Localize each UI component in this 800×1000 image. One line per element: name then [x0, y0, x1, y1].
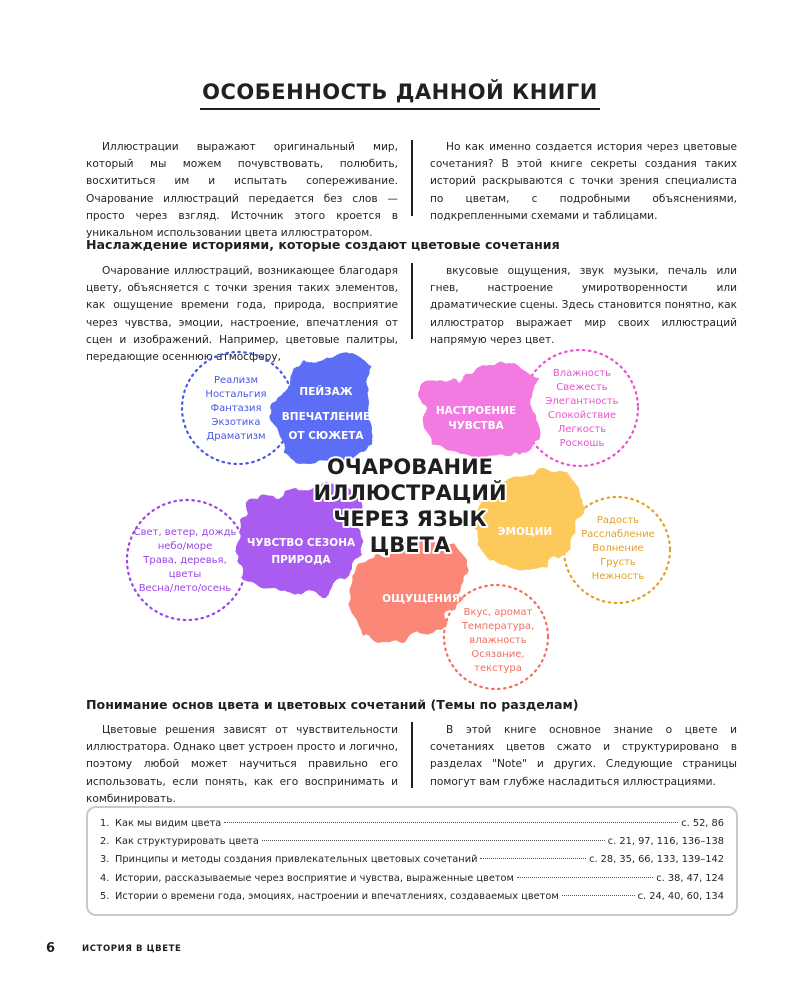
sensations-word: текстура	[474, 663, 522, 674]
season-word: Трава, деревья,	[143, 555, 227, 566]
emotions-word: Радость	[596, 515, 640, 526]
center-title-line-4: ЦВЕТА	[369, 533, 451, 557]
color-story-diagram	[0, 345, 800, 690]
page-title: ОСОБЕННОСТЬ ДАННОЙ КНИГИ	[200, 80, 600, 110]
dot-leader	[224, 822, 678, 823]
sensations-word: Температура,	[461, 621, 535, 632]
intro-left-text: Иллюстрации выражают оригинальный мир, который мы можем почувствовать, полюбить, восхититься им и испытать сопереживание. Очарование иллюстраций передается без слов — просто через взгляд. Источник этого кроется в уникальном использовании цвета иллюстратором.	[86, 141, 398, 240]
landscape-label-3: ОТ СЮЖЕТА	[288, 430, 364, 442]
mood-bubble-text	[545, 368, 618, 449]
center-title-line-2: ИЛЛЮСТРАЦИЙ	[313, 481, 507, 505]
season-word: цветы	[168, 569, 202, 580]
season-label-1: ЧУВСТВО СЕЗОНА	[246, 537, 356, 549]
column-divider	[411, 263, 413, 339]
topic-pages: с. 24, 40, 60, 134	[637, 890, 724, 902]
section1-right-text: вкусовые ощущения, звук музыки, печаль или гнев, настроение умиротворенности или драматические сцены. Здесь становится понятно, как иллюстратор выражает мир своих иллюстраций напрямую через цвет.	[430, 265, 737, 346]
emotions-word: Волнение	[592, 543, 644, 554]
sensations-bubble-text	[461, 607, 534, 674]
sensations-word: Осязание,	[471, 649, 525, 660]
season-label-2: ПРИРОДА	[271, 554, 331, 566]
landscape-word: Реализм	[213, 375, 259, 386]
topic-number: 5.	[100, 890, 110, 902]
emotions-label: ЭМОЦИИ	[497, 526, 553, 538]
diagram-svg	[0, 345, 800, 690]
topic-pages: с. 28, 35, 66, 133, 139–142	[589, 854, 724, 866]
dot-leader	[562, 895, 635, 896]
section2-left-text: Цветовые решения зависят от чувствительности иллюстратора. Однако цвет устроен просто и логично, поэтому любой может научиться правильно его использовать, если понять, как его воспринимать и комбинировать.	[86, 724, 398, 805]
topic-title: Принципы и методы создания привлекательных цветовых сочетаний	[115, 854, 478, 866]
season-word: Свет, ветер, дождь	[133, 527, 237, 538]
mood-label-2: ЧУВСТВА	[448, 420, 504, 432]
dot-leader	[262, 840, 605, 841]
landscape-label-1: ПЕЙЗАЖ	[299, 386, 353, 398]
topic-row	[100, 891, 724, 909]
dot-leader	[480, 858, 586, 859]
emotions-word: Грусть	[600, 557, 636, 568]
mood-word: Спокойствие	[547, 410, 617, 421]
topic-title: Истории, рассказываемые через восприятие и чувства, выраженные цветом	[115, 872, 514, 884]
mood-label-1: НАСТРОЕНИЕ	[435, 405, 517, 417]
sensations-word: Вкус, аромат	[463, 607, 533, 618]
mood-word: Свежесть	[556, 382, 608, 393]
landscape-word: Фантазия	[210, 403, 262, 414]
topic-pages: с. 52, 86	[681, 818, 724, 829]
topic-number: 2.	[100, 836, 110, 848]
dot-leader	[517, 877, 653, 878]
topic-row	[100, 873, 724, 891]
landscape-word: Драматизм	[206, 431, 266, 442]
running-footer: ИСТОРИЯ В ЦВЕТЕ	[82, 944, 182, 954]
topics-list-box	[86, 806, 738, 916]
center-title-line-3: ЧЕРЕЗ ЯЗЫК	[333, 507, 487, 531]
topic-row	[100, 818, 724, 836]
topic-number: 4.	[100, 872, 110, 884]
landscape-word: Ностальгия	[205, 389, 267, 400]
page-number: 6	[46, 941, 56, 956]
mood-word: Влажность	[552, 368, 612, 379]
topic-number: 1.	[100, 818, 110, 829]
topic-title: Как структурировать цвета	[115, 836, 259, 848]
emotions-word: Нежность	[591, 571, 645, 582]
landscape-word: Экзотика	[211, 417, 261, 428]
page-title-wrap	[0, 80, 800, 104]
topic-pages: с. 38, 47, 124	[656, 872, 724, 884]
landscape-blob	[276, 353, 372, 465]
center-title-line-1: ОЧАРОВАНИЕ	[326, 455, 494, 479]
topic-row	[100, 836, 724, 854]
sensations-word: влажность	[469, 635, 527, 646]
column-divider	[411, 140, 413, 216]
topic-title: Как мы видим цвета	[115, 818, 222, 829]
intro-right-text: Но как именно создается история через цветовые сочетания? В этой книге секреты создания таких историй раскрываются с точки зрения специалиста по цветам, с подробными объяснениями, подкрепленными схемами и таблицами.	[430, 141, 737, 222]
topic-pages: с. 21, 97, 116, 136–138	[607, 836, 724, 848]
section2-right-text: В этой книге основное знание о цвете и сочетаниях цветов сжато и структурировано в разделах "Note" и других. Следующие страницы помогут вам глубже насладиться иллюстрациями.	[430, 724, 737, 788]
season-word: небо/море	[157, 541, 213, 552]
topic-title: Истории о времени года, эмоциях, настроении и впечатлениях, создаваемых цветом	[115, 890, 559, 902]
column-divider	[411, 722, 413, 788]
section1-left-text: Очарование иллюстраций, возникающее благодаря цвету, объясняется с точки зрения таких элементов, как ощущение времени года, природа, восприятие через чувства, эмоции, настроение, впечатления от сцен и изображений. Например, цветовые палитры, передающие осеннюю атмосферу,	[86, 265, 398, 364]
mood-word: Роскошь	[559, 438, 605, 449]
mood-word: Элегантность	[545, 396, 619, 407]
season-word: Весна/лето/осень	[138, 583, 232, 594]
emotions-bubble-text	[581, 515, 655, 582]
topic-number: 3.	[100, 854, 110, 866]
season-bubble-text	[134, 527, 237, 594]
section1-heading: Наслаждение историями, которые создают цветовые сочетания	[86, 237, 560, 252]
mood-word: Легкость	[557, 424, 607, 435]
topic-row	[100, 854, 724, 872]
landscape-label-2: ВПЕЧАТЛЕНИЕ	[281, 411, 371, 423]
emotions-word: Расслабление	[581, 529, 655, 540]
sensations-label: ОЩУЩЕНИЯ	[382, 593, 460, 605]
section2-heading: Понимание основ цвета и цветовых сочетаний (Темы по разделам)	[86, 697, 579, 712]
landscape-bubble-text	[205, 375, 266, 442]
